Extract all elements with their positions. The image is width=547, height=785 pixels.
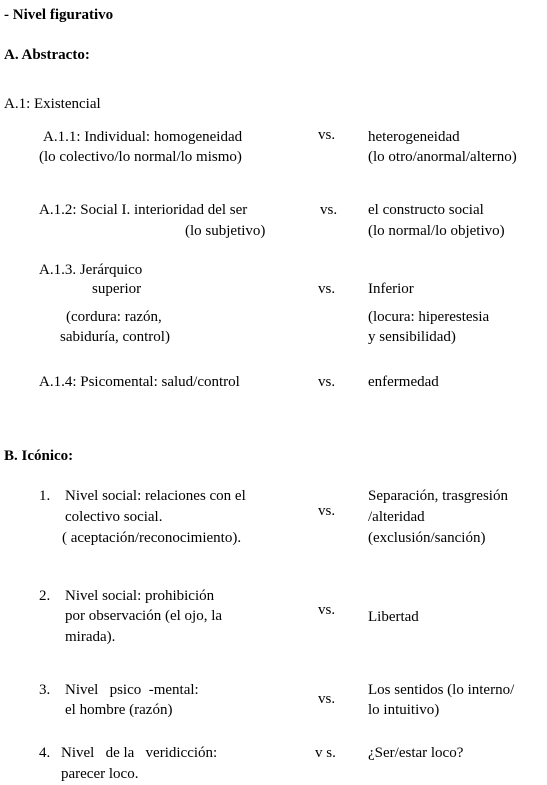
vs-label: vs. — [318, 691, 336, 707]
row-right-line: (lo otro/anormal/alterno) — [368, 149, 517, 165]
item-right-line: Separación, trasgresión — [368, 488, 508, 504]
vs-label: vs. — [318, 602, 336, 618]
row-right-line: (lo normal/lo objetivo) — [368, 223, 505, 239]
item-right-line: /alteridad — [368, 509, 425, 525]
item-right-line: ¿Ser/estar loco? — [368, 745, 464, 761]
row-right-line: enfermedad — [368, 374, 439, 390]
row-left-line: A.1.3. Jerárquico — [39, 262, 143, 278]
row-right-line: heterogeneidad — [368, 129, 460, 145]
row-left-line: A.1.1: Individual: homogeneidad — [43, 129, 243, 145]
item-left-line: por observación (el ojo, la — [65, 608, 223, 624]
row-left-line: superior — [92, 281, 142, 297]
item-number: 2. — [39, 588, 51, 604]
item-number: 1. — [39, 488, 51, 504]
item-left-line: mirada). — [65, 629, 116, 645]
item-left-line: colectivo social. — [65, 509, 163, 525]
item-left-line: Nivel de la veridicción: — [61, 745, 218, 761]
page-heading: - Nivel figurativo — [4, 7, 114, 23]
item-right-line: Los sentidos (lo interno/ — [368, 682, 515, 698]
item-left-line: Nivel psico -mental: — [65, 682, 199, 698]
item-number: 3. — [39, 682, 51, 698]
row-right-line: Inferior — [368, 281, 414, 297]
row-left-line: (lo subjetivo) — [185, 223, 266, 239]
row-left-line: sabiduría, control) — [60, 329, 170, 345]
section-b-title: B. Icónico: — [4, 448, 74, 464]
vs-label: vs. — [320, 202, 338, 218]
section-a-subtitle: A.1: Existencial — [4, 96, 101, 112]
row-left-line: (cordura: razón, — [66, 309, 162, 325]
row-right-line: (locura: hiperestesia — [368, 309, 490, 325]
item-left-line: parecer loco. — [61, 766, 139, 782]
item-left-line: ( aceptación/reconocimiento). — [62, 530, 242, 546]
item-right-line: (exclusión/sanción) — [368, 530, 486, 546]
item-right-line: Libertad — [368, 609, 419, 625]
item-left-line: Nivel social: relaciones con el — [65, 488, 246, 504]
item-number: 4. — [39, 745, 51, 761]
row-left-line: (lo colectivo/lo normal/lo mismo) — [39, 149, 242, 165]
vs-label: vs. — [318, 127, 336, 143]
item-left-line: el hombre (razón) — [65, 702, 173, 718]
row-left-line: A.1.4: Psicomental: salud/control — [39, 374, 240, 390]
vs-label: v s. — [315, 745, 336, 761]
vs-label: vs. — [318, 281, 336, 297]
row-left-line: A.1.2: Social I. interioridad del ser — [39, 202, 248, 218]
item-right-line: lo intuitivo) — [368, 702, 440, 718]
vs-label: vs. — [318, 503, 336, 519]
vs-label: vs. — [318, 374, 336, 390]
section-a-title: A. Abstracto: — [4, 47, 90, 63]
item-left-line: Nivel social: prohibición — [65, 588, 215, 604]
row-right-line: y sensibilidad) — [368, 329, 456, 345]
row-right-line: el constructo social — [368, 202, 484, 218]
